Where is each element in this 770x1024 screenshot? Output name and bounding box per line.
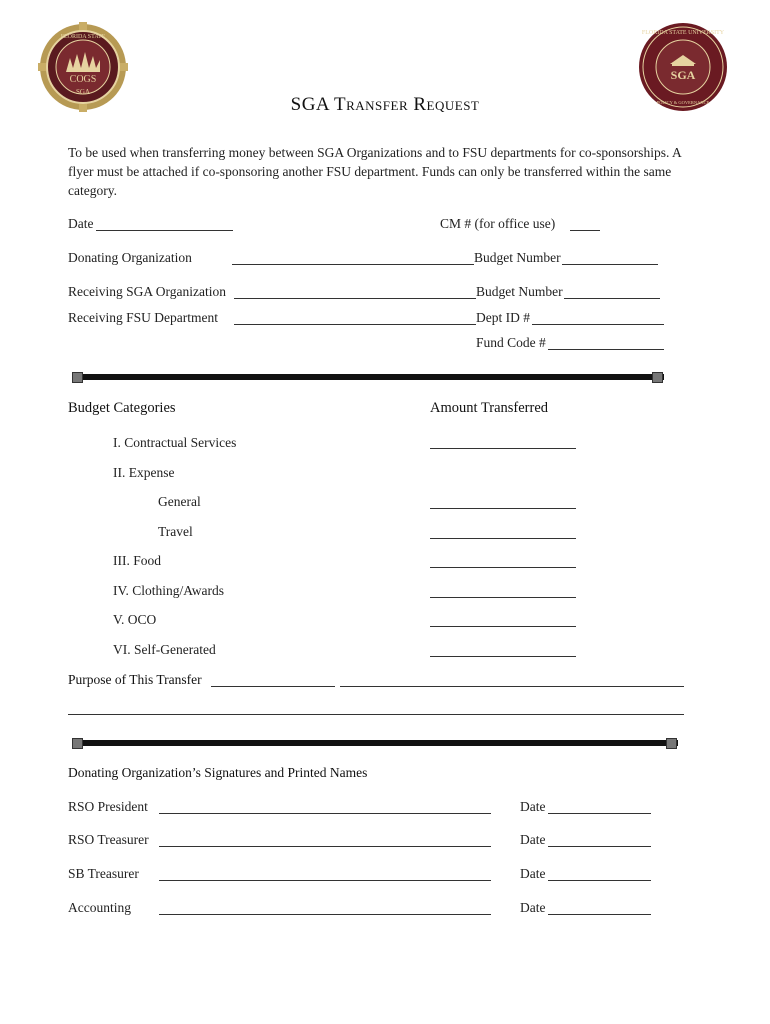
amount-field[interactable] [430,538,576,539]
signature-date-field[interactable] [548,914,651,915]
amount-field[interactable] [430,626,576,627]
divider-cap [666,738,677,749]
fund-code-field[interactable] [548,349,664,350]
intro-paragraph: To be used when transferring money between SGA Organizations and to FSU departments for co-sponsorships. A flyer must be attached if co-sponsoring another FSU department. Funds can only be transferred within the same category. [68,145,681,198]
budget-number-1-label: Budget Number [474,250,561,265]
receiving-fsu-field[interactable] [234,324,476,325]
budget-item: I. Contractual Services [113,435,237,450]
signature-field[interactable] [159,813,491,814]
divider-cap [72,738,83,749]
section-divider-1 [72,374,664,380]
signature-label: Accounting [68,900,131,915]
amount-transferred-heading: Amount Transferred [430,400,549,416]
budget-categories-heading: Budget Categories [68,400,176,416]
signature-date-field[interactable] [548,880,651,881]
purpose-field-long[interactable] [340,686,684,687]
amount-field[interactable] [430,567,576,568]
signature-date-label: Date [520,832,546,847]
signature-field[interactable] [159,880,491,881]
signature-date-label: Date [520,866,546,881]
signature-date-label: Date [520,799,546,814]
signatures-heading: Donating Organization’s Signatures and Printed Names [68,765,368,780]
receiving-fsu-label: Receiving FSU Department [68,310,218,325]
amount-field[interactable] [430,508,576,509]
page-title: SGA Transfer Request [290,94,480,115]
date-label: Date [68,216,94,231]
purpose-label: Purpose of This Transfer [68,672,202,687]
divider-cap [652,372,663,383]
budget-item: III. Food [113,553,161,568]
signature-label: SB Treasurer [68,866,139,881]
seal-left-mid-text: COGS [69,74,97,85]
budget-item: V. OCO [113,612,157,627]
seal-right-ring-text: FLORIDA STATE UNIVERSITY [641,30,725,36]
signature-field[interactable] [159,846,491,847]
section-divider-2 [72,740,678,746]
seal-right-bot-text: POLICY & GOVERNANCE [656,100,710,105]
seal-left-top-text: FLORIDA STATE [60,34,106,40]
signature-label: RSO Treasurer [68,832,149,847]
amount-field[interactable] [430,656,576,657]
signature-date-label: Date [520,900,546,915]
budget-number-2-label: Budget Number [476,284,563,299]
fund-code-label: Fund Code # [476,335,546,350]
purpose-field-short[interactable] [211,686,335,687]
budget-number-1-field[interactable] [562,264,658,265]
cm-field[interactable] [570,230,600,231]
dept-id-field[interactable] [532,324,664,325]
amount-field[interactable] [430,597,576,598]
donating-org-label: Donating Organization [68,250,192,265]
budget-number-2-field[interactable] [564,298,660,299]
budget-item: General [158,494,201,509]
seal-left-bot-text: SGA [75,88,91,96]
dept-id-label: Dept ID # [476,310,530,325]
receiving-sga-label: Receiving SGA Organization [68,284,226,299]
budget-item: Travel [158,524,193,539]
date-field[interactable] [96,230,233,231]
signature-label: RSO President [68,799,148,814]
seal-right-mid-text: SGA [670,68,696,82]
budget-item: VI. Self-Generated [113,642,216,657]
donating-org-field[interactable] [232,264,474,265]
signature-field[interactable] [159,914,491,915]
cm-label: CM # (for office use) [440,216,556,231]
receiving-sga-field[interactable] [234,298,476,299]
signature-date-field[interactable] [548,813,651,814]
purpose-field-line2[interactable] [68,714,684,715]
budget-item: IV. Clothing/Awards [113,583,225,598]
signature-date-field[interactable] [548,846,651,847]
divider-cap [72,372,83,383]
amount-field[interactable] [430,448,576,449]
budget-item: II. Expense [113,465,175,480]
